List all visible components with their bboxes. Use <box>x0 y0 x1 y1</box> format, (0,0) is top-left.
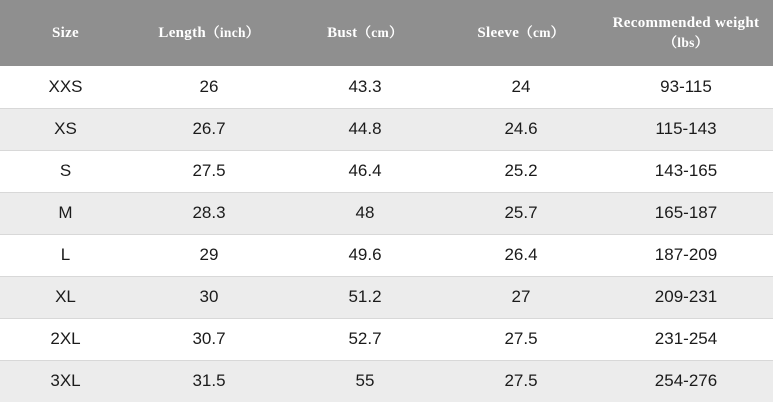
column-header-length <box>131 0 287 66</box>
cell-bust: 52.7 <box>287 318 443 360</box>
cell-length: 28.3 <box>131 192 287 234</box>
table-row <box>0 360 773 402</box>
cell-size: M <box>0 192 131 234</box>
cell-bust: 55 <box>287 360 443 402</box>
column-header-sleeve-unit: （cm） <box>519 24 565 40</box>
cell-sleeve: 27.5 <box>443 360 599 402</box>
cell-sleeve: 27.5 <box>443 318 599 360</box>
cell-size: XXS <box>0 66 131 108</box>
header-row <box>0 0 773 66</box>
cell-length: 30.7 <box>131 318 287 360</box>
table-row <box>0 234 773 276</box>
column-header-sleeve-label: Sleeve <box>477 24 520 41</box>
cell-weight: 165-187 <box>599 192 773 234</box>
column-header-size <box>0 0 131 66</box>
cell-length: 27.5 <box>131 150 287 192</box>
table-header <box>0 0 773 66</box>
cell-size: XL <box>0 276 131 318</box>
cell-length: 26.7 <box>131 108 287 150</box>
cell-weight: 254-276 <box>599 360 773 402</box>
column-header-sleeve <box>443 0 599 66</box>
cell-length: 31.5 <box>131 360 287 402</box>
column-header-recommended-weight-label: Recommended weight <box>612 14 760 31</box>
cell-weight: 209-231 <box>599 276 773 318</box>
column-header-bust <box>287 0 443 66</box>
table-body <box>0 66 773 402</box>
cell-weight: 187-209 <box>599 234 773 276</box>
cell-length: 30 <box>131 276 287 318</box>
cell-bust: 48 <box>287 192 443 234</box>
column-header-recommended-weight <box>599 0 773 66</box>
cell-weight: 143-165 <box>599 150 773 192</box>
cell-length: 29 <box>131 234 287 276</box>
cell-size: S <box>0 150 131 192</box>
column-header-size-label: Size <box>51 24 80 41</box>
cell-bust: 49.6 <box>287 234 443 276</box>
cell-size: L <box>0 234 131 276</box>
cell-length: 26 <box>131 66 287 108</box>
table-row <box>0 192 773 234</box>
cell-bust: 43.3 <box>287 66 443 108</box>
cell-sleeve: 25.7 <box>443 192 599 234</box>
table-row <box>0 276 773 318</box>
cell-size: 3XL <box>0 360 131 402</box>
column-header-bust-label: Bust <box>327 24 358 41</box>
cell-weight: 93-115 <box>599 66 773 108</box>
table-row <box>0 66 773 108</box>
cell-bust: 51.2 <box>287 276 443 318</box>
cell-bust: 44.8 <box>287 108 443 150</box>
cell-size: 2XL <box>0 318 131 360</box>
table-row <box>0 318 773 360</box>
column-header-recommended-weight-unit: （lbs） <box>663 35 709 50</box>
cell-sleeve: 27 <box>443 276 599 318</box>
table-row <box>0 150 773 192</box>
cell-sleeve: 24 <box>443 66 599 108</box>
column-header-length-label: Length <box>158 24 207 41</box>
column-header-bust-unit: （cm） <box>357 24 403 40</box>
column-header-length-unit: （inch） <box>206 24 260 40</box>
cell-sleeve: 25.2 <box>443 150 599 192</box>
cell-weight: 115-143 <box>599 108 773 150</box>
cell-sleeve: 26.4 <box>443 234 599 276</box>
table-row <box>0 108 773 150</box>
cell-size: XS <box>0 108 131 150</box>
cell-sleeve: 24.6 <box>443 108 599 150</box>
cell-bust: 46.4 <box>287 150 443 192</box>
cell-weight: 231-254 <box>599 318 773 360</box>
